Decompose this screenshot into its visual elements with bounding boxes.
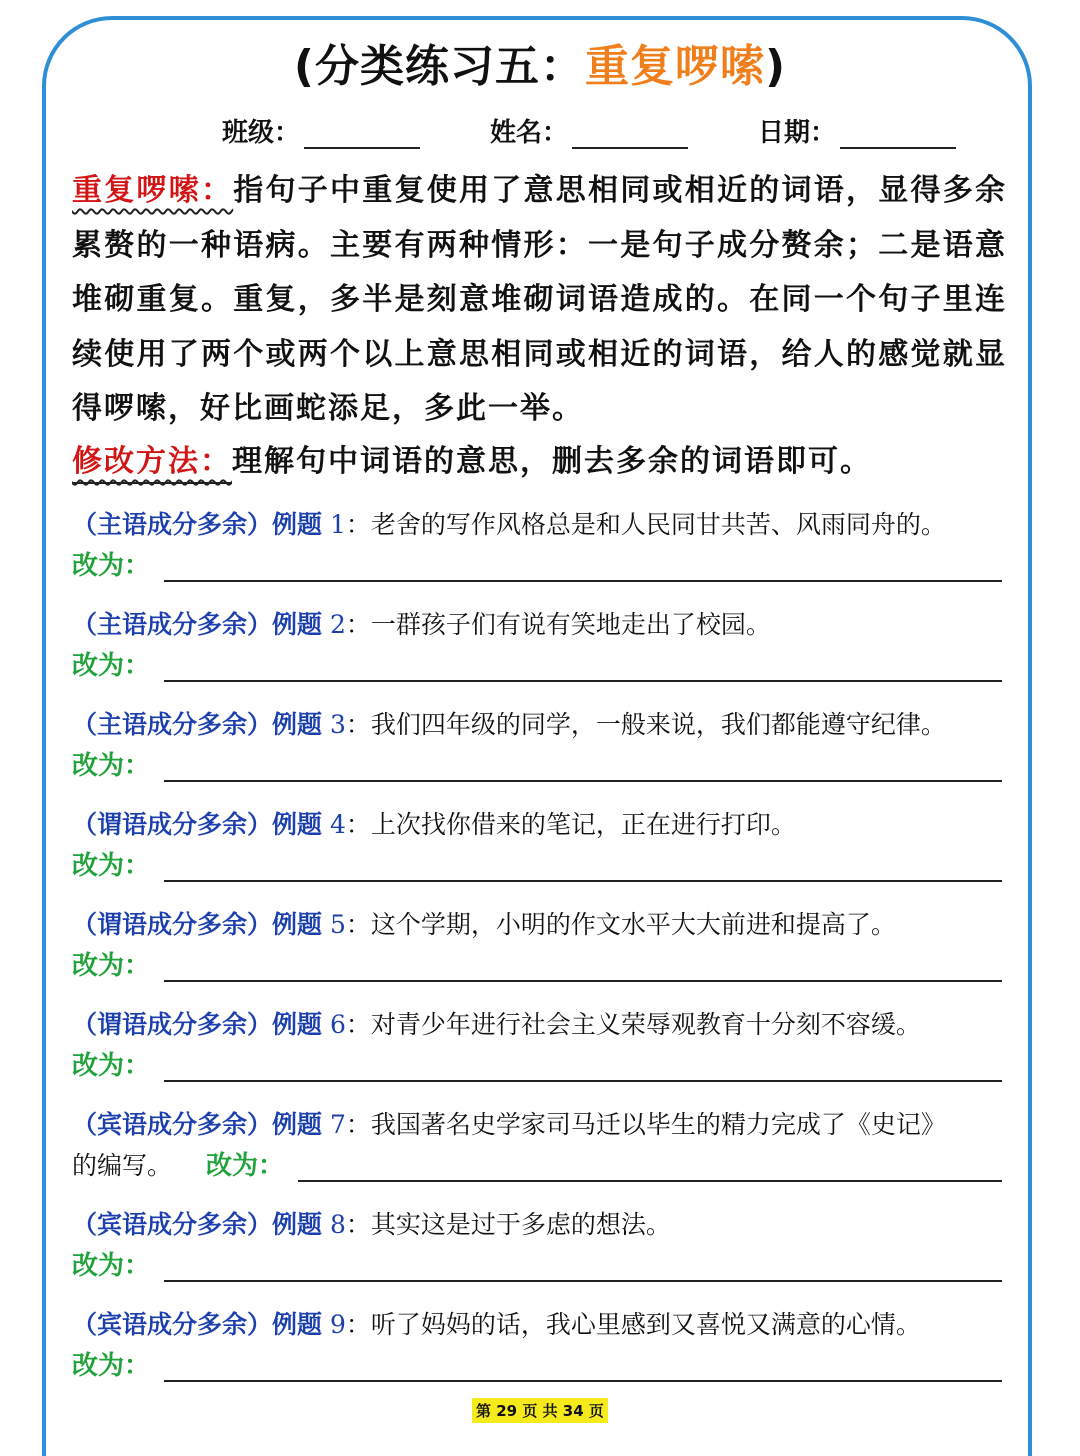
answer-label: 改为： (72, 1051, 151, 1081)
date-field[interactable] (758, 112, 956, 149)
answer-blank[interactable] (164, 950, 1002, 982)
answer-blank[interactable] (164, 850, 1002, 882)
exercise-number: 5 (322, 910, 346, 939)
exercise-number: 1 (322, 510, 346, 539)
exercise-text: ：我们四年级的同学，一般来说，我们都能遵守纪律。 (345, 710, 946, 739)
exercise-text: ：老舍的写作风格总是和人民同甘共苦、风雨同舟的。 (345, 510, 946, 539)
exercise-text-continued: 的编写。 (72, 1151, 173, 1180)
exercise-tag: （谓语成分多余）例题 (72, 810, 323, 839)
answer-blank[interactable] (298, 1150, 1002, 1182)
answer-row (72, 1345, 1002, 1382)
exercise-tag: （主语成分多余）例题 (72, 610, 323, 639)
exercise-number: 7 (322, 1110, 346, 1139)
answer-label: 改为： (72, 1351, 151, 1381)
name-blank[interactable] (572, 119, 688, 149)
definition-term: 重复啰嗦： (72, 173, 234, 208)
exercise-question (72, 1305, 1007, 1341)
answer-label: 改为： (72, 551, 151, 581)
exercise-question (72, 905, 1007, 941)
exercise-question (72, 505, 1007, 541)
name-label: 姓名： (490, 118, 569, 148)
answer-blank[interactable] (164, 550, 1002, 582)
exercise-question (72, 605, 1007, 641)
exercise-text: ：上次找你借来的笔记，正在进行打印。 (345, 810, 796, 839)
answer-row (72, 645, 1002, 682)
exercise-tag: （主语成分多余）例题 (72, 510, 323, 539)
answer-label: 改为： (72, 951, 151, 981)
date-blank[interactable] (840, 119, 956, 149)
answer-row (72, 545, 1002, 582)
name-field[interactable] (490, 112, 688, 149)
exercise-number: 8 (322, 1210, 346, 1239)
exercise-number: 6 (322, 1010, 346, 1039)
answer-row (72, 1145, 1002, 1182)
answer-row (72, 1045, 1002, 1082)
answer-blank[interactable] (164, 1250, 1002, 1282)
exercise-number: 4 (322, 810, 346, 839)
exercise-question (72, 1205, 1007, 1241)
page-title (0, 30, 1080, 94)
exercise-tag: （宾语成分多余）例题 (72, 1210, 323, 1239)
class-blank[interactable] (304, 119, 420, 149)
exercise-question (72, 1005, 1007, 1041)
answer-blank[interactable] (164, 650, 1002, 682)
method-paragraph (72, 436, 872, 480)
method-text: 理解句中词语的意思，删去多余的词语即可。 (232, 444, 872, 479)
class-label: 班级： (222, 118, 301, 148)
divider (72, 482, 232, 484)
exercise-number: 2 (322, 610, 346, 639)
exercise-tag: （宾语成分多余）例题 (72, 1110, 323, 1139)
answer-blank[interactable] (164, 750, 1002, 782)
method-term: 修改方法： (72, 444, 232, 479)
exercise-tag: （主语成分多余）例题 (72, 710, 323, 739)
class-field[interactable] (222, 112, 420, 149)
answer-blank[interactable] (164, 1350, 1002, 1382)
student-info-row (222, 112, 970, 149)
answer-row (72, 945, 1002, 982)
answer-blank[interactable] (164, 1050, 1002, 1082)
exercise-question (72, 1105, 1007, 1141)
answer-label: 改为： (72, 751, 151, 781)
exercise-number: 9 (322, 1310, 346, 1339)
answer-label: 改为： (72, 1251, 151, 1281)
date-label: 日期： (758, 118, 837, 148)
answer-label: 改为： (72, 851, 151, 881)
definition-paragraph (72, 164, 1007, 437)
definition-text: 指句子中重复使用了意思相同或相近的词语，显得多余累赘的一种语病。主要有两种情形：一是句子成分赘余；二是语意堆砌重复。重复，多半是刻意堆砌词语造成的。在同一个句子里连续使用了两个或两个以上意思相同或相近的词语，给人的感觉就显得啰嗦，好比画蛇添足，多此一举。 (72, 173, 1007, 426)
title-highlight: 重复啰嗦 (585, 41, 765, 92)
exercise-text: ：其实这是过于多虑的想法。 (345, 1210, 671, 1239)
exercise-tag: （谓语成分多余）例题 (72, 1010, 323, 1039)
page-number: 第 29 页 共 34 页 (472, 1398, 608, 1423)
exercise-number: 3 (322, 710, 346, 739)
exercise-question (72, 705, 1007, 741)
answer-label: 改为： (72, 651, 151, 681)
answer-row (72, 845, 1002, 882)
exercise-tag: （谓语成分多余）例题 (72, 910, 323, 939)
title-suffix: ) (765, 41, 787, 92)
exercise-text: ：这个学期，小明的作文水平大大前进和提高了。 (345, 910, 896, 939)
exercise-text: ：听了妈妈的话，我心里感到又喜悦又满意的心情。 (345, 1310, 921, 1339)
exercise-text: ：一群孩子们有说有笑地走出了校园。 (345, 610, 771, 639)
exercise-text: ：对青少年进行社会主义荣辱观教育十分刻不容缓。 (345, 1010, 921, 1039)
exercise-tag: （宾语成分多余）例题 (72, 1310, 323, 1339)
exercise-question (72, 805, 1007, 841)
exercise-text: ：我国著名史学家司马迁以毕生的精力完成了《史记》 (345, 1110, 946, 1139)
answer-row (72, 745, 1002, 782)
answer-row (72, 1245, 1002, 1282)
title-prefix: (分类练习五： (293, 41, 585, 92)
answer-label: 改为： (206, 1151, 285, 1181)
